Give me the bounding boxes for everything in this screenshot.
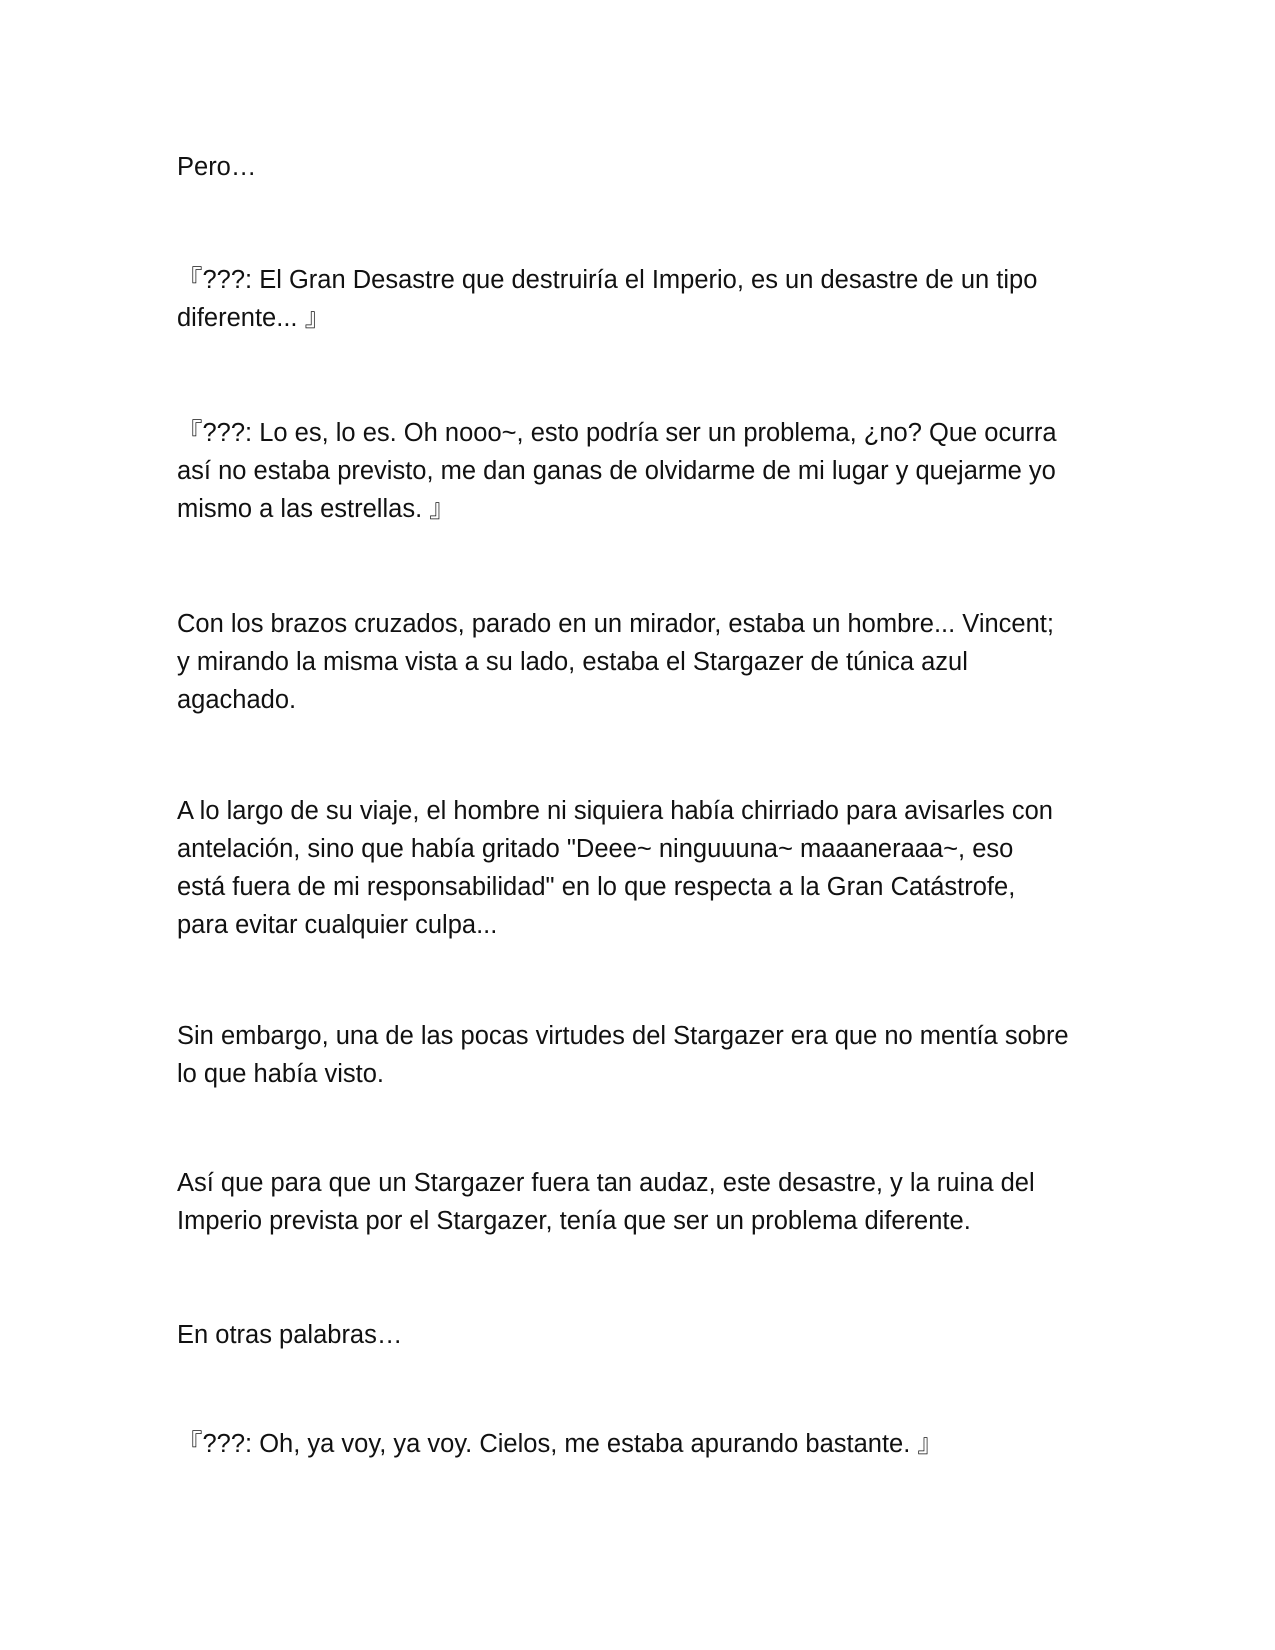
paragraph-virtudes: Sin embargo, una de las pocas virtudes del Stargazer era que no mentía sobre lo que había visto. [177,1022,1069,1088]
dialogue-lo-es: 『???: Lo es, lo es. Oh nooo~, esto podría ser un problema, ¿no? Que ocurra así no estaba previsto, me dan ganas de olvidarme de mi lugar y quejarme yo mismo a las estrellas. 』 [177,419,1057,523]
paragraph-viaje: A lo largo de su viaje, el hombre ni siquiera había chirriado para avisarles con antelación, sino que había gritado "Deee~ ninguuuna~ maaaneraaa~, eso está fuera de mi responsabilidad" en lo que respecta a la Gran Catástrofe, para evitar cualquier culpa... [177,797,1053,939]
paragraph-pero: Pero… [177,153,257,181]
paragraph-otras-palabras: En otras palabras… [177,1321,403,1349]
paragraph-problema-diferente: Así que para que un Stargazer fuera tan audaz, este desastre, y la ruina del Imperio prevista por el Stargazer, tenía que ser un problema diferente. [177,1169,1035,1235]
dialogue-gran-desastre: 『???: El Gran Desastre que destruiría el Imperio, es un desastre de un tipo diferente... 』 [177,266,1038,332]
dialogue-ya-voy: 『???: Oh, ya voy, ya voy. Cielos, me estaba apurando bastante. 』 [177,1430,943,1458]
paragraph-vincent-mirador: Con los brazos cruzados, parado en un mirador, estaba un hombre... Vincent; y mirando la misma vista a su lado, estaba el Stargazer de túnica azul agachado. [177,610,1054,714]
